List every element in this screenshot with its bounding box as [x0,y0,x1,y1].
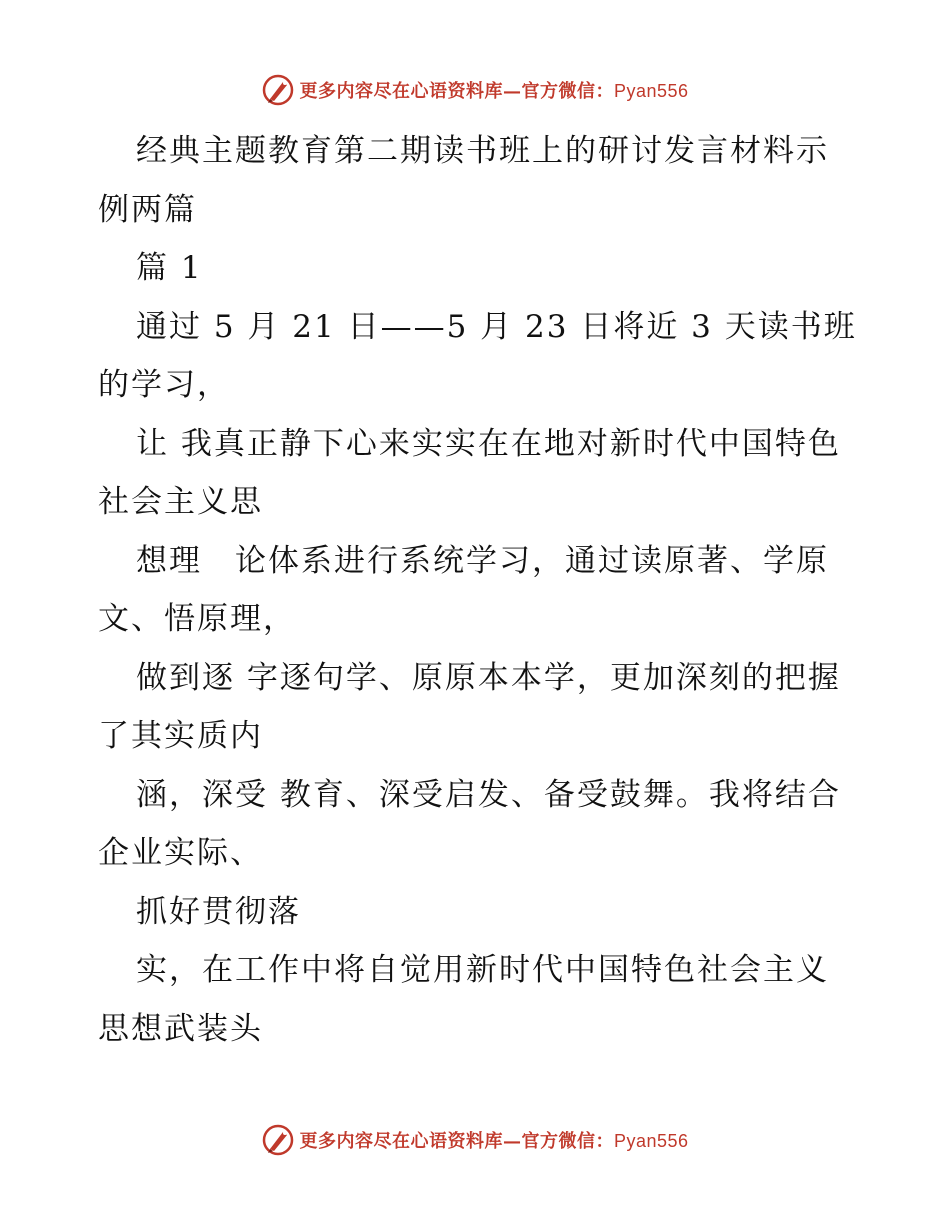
watermark-text: 更多内容尽在心语资料库—官方微信：Pyan556 [299,81,689,102]
document-body [98,122,858,1058]
quill-pen-icon [261,73,295,107]
watermark-text: 更多内容尽在心语资料库—官方微信：Pyan556 [299,1131,689,1152]
paragraph: 通过 5 月 21 日——5 月 23 日将近 3 天读书班的学习， [98,308,857,403]
document-title: 经典主题教育第二期读书班上的研讨发言材料示例两篇 [98,133,829,228]
paragraph: 抓好贯彻落 [136,893,301,930]
quill-pen-icon [261,1123,295,1157]
paragraph: 想理 论体系进行系统学习，通过读原著、学原文、悟原理， [98,542,829,637]
paragraph: 实，在工作中将自觉用新时代中国特色社会主义思想武装头 [98,952,829,1047]
section-heading: 篇 1 [136,250,203,286]
paragraph: 做到逐 字逐句学、原原本本学，更加深刻的把握了其实质内 [98,659,841,754]
paragraph: 让 我真正静下心来实实在在地对新时代中国特色社会主义思 [98,425,841,520]
header-watermark [0,70,950,110]
footer-watermark [0,1120,950,1160]
paragraph: 涵，深受 教育、深受启发、备受鼓舞。我将结合企业实际、 [98,776,841,871]
